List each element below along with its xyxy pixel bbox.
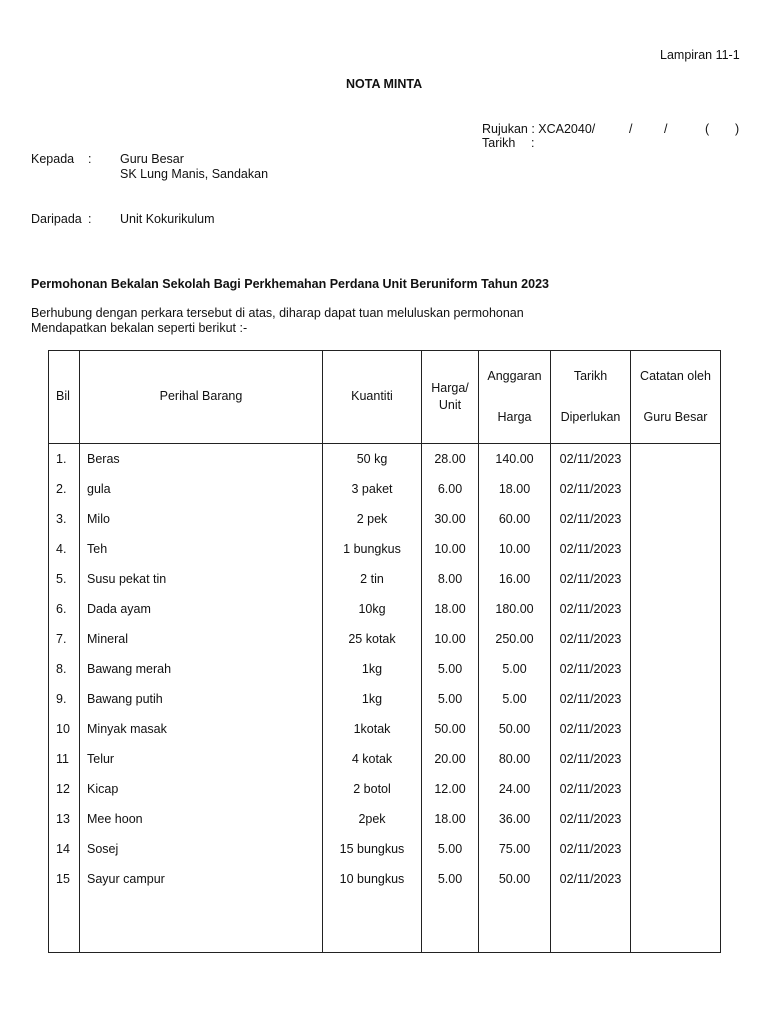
cell-quantity: 2pek — [323, 804, 422, 834]
lampiran-label: Lampiran 11-1 — [660, 48, 740, 62]
cell-quantity: 2 botol — [323, 774, 422, 804]
cell-unit-price: 50.00 — [422, 714, 479, 744]
cell-item: Telur — [80, 744, 323, 774]
cell-estimated-price: 16.00 — [479, 564, 551, 594]
cell-bil: 1. — [49, 444, 80, 475]
cell-item: gula — [80, 474, 323, 504]
cell-bil: 8. — [49, 654, 80, 684]
kepada-colon: : — [88, 152, 92, 166]
cell-date-required: 02/11/2023 — [551, 804, 631, 834]
table-row — [49, 564, 721, 594]
cell-date-required: 02/11/2023 — [551, 714, 631, 744]
cell-unit-price: 18.00 — [422, 594, 479, 624]
header-anggaran-harga — [479, 351, 551, 444]
header-anggaran-line1: Anggaran — [487, 369, 542, 383]
cell-date-required: 02/11/2023 — [551, 654, 631, 684]
cell-bil: 11 — [49, 744, 80, 774]
cell-estimated-price: 36.00 — [479, 804, 551, 834]
cell-bil: 3. — [49, 504, 80, 534]
cell-estimated-price: 10.00 — [479, 534, 551, 564]
cell-bil: 6. — [49, 594, 80, 624]
rujukan-paren-open: ( — [705, 122, 710, 136]
cell-item: Kicap — [80, 774, 323, 804]
cell-estimated-price: 250.00 — [479, 624, 551, 654]
cell-item: Dada ayam — [80, 594, 323, 624]
subject-line: Permohonan Bekalan Sekolah Bagi Perkhemahan Perdana Unit Beruniform Tahun 2023 — [31, 277, 549, 291]
cell-bil: 12 — [49, 774, 80, 804]
rujukan-label: Rujukan : XCA2040/ — [482, 122, 596, 136]
cell-estimated-price: 80.00 — [479, 744, 551, 774]
cell-date-required: 02/11/2023 — [551, 444, 631, 475]
cell-date-required: 02/11/2023 — [551, 564, 631, 594]
header-harga-line2: Unit — [438, 398, 462, 412]
cell-headmaster-note — [631, 774, 721, 804]
cell-item: Milo — [80, 504, 323, 534]
cell-headmaster-note — [631, 864, 721, 894]
header-catatan-line2: Guru Besar — [643, 409, 708, 424]
cell-bil: 5. — [49, 564, 80, 594]
cell-estimated-price: 75.00 — [479, 834, 551, 864]
cell-unit-price: 5.00 — [422, 864, 479, 894]
header-harga-unit — [422, 351, 479, 444]
cell-date-required: 02/11/2023 — [551, 684, 631, 714]
cell-item: Susu pekat tin — [80, 564, 323, 594]
cell-estimated-price: 140.00 — [479, 444, 551, 475]
cell-estimated-price: 60.00 — [479, 504, 551, 534]
cell-item: Beras — [80, 444, 323, 475]
table-row — [49, 504, 721, 534]
cell-unit-price: 5.00 — [422, 834, 479, 864]
cell-estimated-price: 50.00 — [479, 714, 551, 744]
rujukan-slash: / — [629, 122, 633, 136]
cell-headmaster-note — [631, 654, 721, 684]
cell-item: Bawang merah — [80, 654, 323, 684]
cell-date-required: 02/11/2023 — [551, 624, 631, 654]
cell-item: Mee hoon — [80, 804, 323, 834]
cell-unit-price: 5.00 — [422, 654, 479, 684]
intro-line1: Berhubung dengan perkara tersebut di atas, diharap dapat tuan meluluskan permohonan — [31, 306, 524, 320]
cell-bil: 4. — [49, 534, 80, 564]
cell-quantity: 25 kotak — [323, 624, 422, 654]
table-row — [49, 834, 721, 864]
cell-date-required: 02/11/2023 — [551, 744, 631, 774]
table-row — [49, 864, 721, 894]
cell-item: Sayur campur — [80, 864, 323, 894]
request-table — [48, 350, 721, 953]
cell-bil: 10 — [49, 714, 80, 744]
cell-item: Bawang putih — [80, 684, 323, 714]
cell-estimated-price: 5.00 — [479, 684, 551, 714]
cell-unit-price: 10.00 — [422, 534, 479, 564]
cell-item: Sosej — [80, 834, 323, 864]
header-tarikh-diperlukan — [551, 351, 631, 444]
cell-estimated-price: 24.00 — [479, 774, 551, 804]
kepada-label: Kepada — [31, 152, 75, 166]
header-bil: Bil — [49, 351, 80, 444]
cell-quantity: 1kotak — [323, 714, 422, 744]
tarikh-colon: : — [531, 136, 535, 150]
cell-quantity: 1 bungkus — [323, 534, 422, 564]
table-row — [49, 684, 721, 714]
cell-headmaster-note — [631, 684, 721, 714]
table-row — [49, 804, 721, 834]
cell-quantity: 10kg — [323, 594, 422, 624]
cell-unit-price: 28.00 — [422, 444, 479, 475]
table-row — [49, 444, 721, 475]
cell-estimated-price: 5.00 — [479, 654, 551, 684]
rujukan-paren-close: ) — [735, 122, 740, 136]
cell-estimated-price: 180.00 — [479, 594, 551, 624]
table-row — [49, 714, 721, 744]
table-row — [49, 594, 721, 624]
cell-quantity: 3 paket — [323, 474, 422, 504]
cell-headmaster-note — [631, 744, 721, 774]
cell-headmaster-note — [631, 444, 721, 475]
table-row — [49, 624, 721, 654]
cell-item: Mineral — [80, 624, 323, 654]
cell-quantity: 15 bungkus — [323, 834, 422, 864]
kepada-line2: SK Lung Manis, Sandakan — [120, 167, 269, 181]
cell-date-required: 02/11/2023 — [551, 594, 631, 624]
cell-date-required: 02/11/2023 — [551, 834, 631, 864]
header-tarikh-line1: Tarikh — [573, 369, 608, 383]
cell-unit-price: 8.00 — [422, 564, 479, 594]
cell-estimated-price: 50.00 — [479, 864, 551, 894]
cell-unit-price: 6.00 — [422, 474, 479, 504]
header-harga-line1: Harga/ — [431, 380, 469, 395]
table-header-row — [49, 351, 721, 444]
cell-headmaster-note — [631, 504, 721, 534]
cell-date-required: 02/11/2023 — [551, 474, 631, 504]
cell-headmaster-note — [631, 594, 721, 624]
cell-quantity: 10 bungkus — [323, 864, 422, 894]
header-perihal: Perihal Barang — [80, 351, 323, 444]
header-catatan — [631, 351, 721, 444]
cell-headmaster-note — [631, 624, 721, 654]
cell-item: Minyak masak — [80, 714, 323, 744]
cell-headmaster-note — [631, 714, 721, 744]
cell-headmaster-note — [631, 834, 721, 864]
table-row — [49, 744, 721, 774]
cell-item: Teh — [80, 534, 323, 564]
cell-bil: 15 — [49, 864, 80, 894]
cell-bil: 9. — [49, 684, 80, 714]
cell-unit-price: 10.00 — [422, 624, 479, 654]
cell-unit-price: 20.00 — [422, 744, 479, 774]
cell-headmaster-note — [631, 474, 721, 504]
table-filler-row — [49, 894, 721, 953]
cell-unit-price: 18.00 — [422, 804, 479, 834]
cell-date-required: 02/11/2023 — [551, 534, 631, 564]
cell-bil: 7. — [49, 624, 80, 654]
rujukan-slash: / — [664, 122, 668, 136]
daripada-label: Daripada — [31, 212, 82, 226]
intro-line2: Mendapatkan bekalan seperti berikut :- — [31, 321, 248, 335]
header-anggaran-line2: Harga — [497, 409, 532, 424]
table-row — [49, 474, 721, 504]
cell-headmaster-note — [631, 564, 721, 594]
cell-quantity: 2 pek — [323, 504, 422, 534]
cell-headmaster-note — [631, 804, 721, 834]
cell-bil: 14 — [49, 834, 80, 864]
cell-quantity: 1kg — [323, 684, 422, 714]
table-row — [49, 534, 721, 564]
tarikh-label: Tarikh — [482, 136, 516, 150]
cell-unit-price: 5.00 — [422, 684, 479, 714]
header-kuantiti: Kuantiti — [323, 351, 422, 444]
cell-unit-price: 12.00 — [422, 774, 479, 804]
cell-date-required: 02/11/2023 — [551, 504, 631, 534]
cell-unit-price: 30.00 — [422, 504, 479, 534]
page-title: NOTA MINTA — [346, 77, 423, 91]
daripada-value: Unit Kokurikulum — [120, 212, 215, 226]
cell-quantity: 50 kg — [323, 444, 422, 475]
daripada-colon: : — [88, 212, 92, 226]
header-tarikh-line2: Diperlukan — [560, 409, 621, 424]
kepada-line1: Guru Besar — [120, 152, 184, 166]
cell-quantity: 1kg — [323, 654, 422, 684]
cell-bil: 2. — [49, 474, 80, 504]
cell-quantity: 2 tin — [323, 564, 422, 594]
cell-headmaster-note — [631, 534, 721, 564]
cell-date-required: 02/11/2023 — [551, 864, 631, 894]
cell-date-required: 02/11/2023 — [551, 774, 631, 804]
header-catatan-line1: Catatan oleh — [640, 369, 711, 383]
table-row — [49, 654, 721, 684]
table-row — [49, 774, 721, 804]
cell-bil: 13 — [49, 804, 80, 834]
cell-estimated-price: 18.00 — [479, 474, 551, 504]
cell-quantity: 4 kotak — [323, 744, 422, 774]
